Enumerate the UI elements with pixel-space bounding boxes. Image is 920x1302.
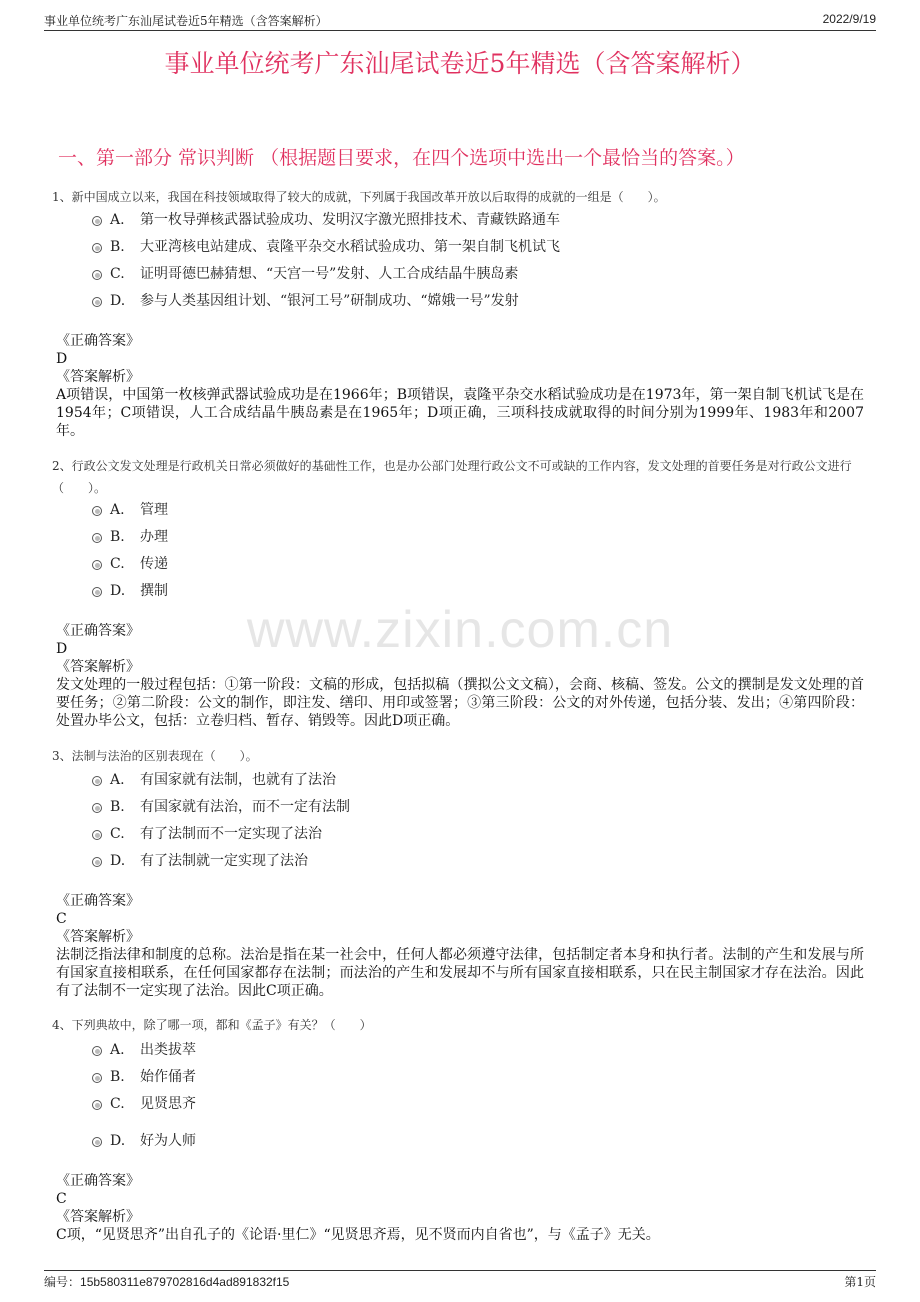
radio-icon[interactable] <box>92 506 102 516</box>
explain-text: 法制泛指法律和制度的总称。法治是指在某一社会中，任何人都必须遵守法律，包括制定者本身和执行者。法制的产生和发展与所有国家直接相联系，在任何国家都存在法制；而法治的产生和发展却不与所有国家直接相联系，只在民主制国家才存在法治。因此有了法制不一定实现了法治。因此C项正确。 <box>56 947 864 999</box>
radio-icon[interactable] <box>92 1100 102 1110</box>
radio-icon[interactable] <box>92 776 102 786</box>
option-3c[interactable]: C. 有了法制而不一定实现了法治 <box>92 823 322 843</box>
explain-label: 《答案解析》 <box>56 369 140 385</box>
answer-value: D <box>56 641 68 657</box>
page-number: 第1页 <box>844 1275 876 1289</box>
header-date: 2022/9/19 <box>822 12 876 26</box>
answer-block-1 <box>56 332 864 440</box>
answer-value: D <box>56 351 68 367</box>
radio-icon[interactable] <box>92 243 102 253</box>
option-2c[interactable]: C. 传递 <box>92 553 168 573</box>
radio-icon[interactable] <box>92 560 102 570</box>
explain-text: A项错误，中国第一枚核弹武器试验成功是在1966年；B项错误，袁隆平杂交水稻试验成功是在1973年，第一架自制飞机试飞是在1954年；C项错误，人工合成结晶牛胰岛素是在1965年；D项正确，三项科技成就取得的时间分别为1999年、1983年和2007年。 <box>56 387 864 439</box>
radio-icon[interactable] <box>92 857 102 867</box>
radio-icon[interactable] <box>92 830 102 840</box>
explain-text: 发文处理的一般过程包括：①第一阶段：文稿的形成，包括拟稿（撰拟公文文稿），会商、核稿、签发。公文的撰制是发文处理的首要任务；②第二阶段：公文的制作，即注发、缮印、用印或签署；③第三阶段：公文的对外传递，包括分装、发出；④第四阶段：处置办毕公文，包括：立卷归档、暂存、销毁等。因此D项正确。 <box>56 677 864 729</box>
answer-label: 《正确答案》 <box>56 893 140 909</box>
question-stem-1: 1、新中国成立以来，我国在科技领域取得了较大的成就，下列属于我国改革开放以后取得的成就的一组是（ ）。 <box>52 190 666 204</box>
radio-icon[interactable] <box>92 587 102 597</box>
option-4b[interactable]: B. 始作俑者 <box>92 1066 196 1086</box>
radio-icon[interactable] <box>92 270 102 280</box>
answer-label: 《正确答案》 <box>56 333 140 349</box>
option-2b[interactable]: B. 办理 <box>92 526 168 546</box>
document-id-label: 编号： <box>44 1275 81 1289</box>
question-stem-3: 3、法制与法治的区别表现在（ ）。 <box>52 749 258 763</box>
document-id <box>44 1273 289 1290</box>
footer-divider <box>44 1270 876 1271</box>
section-heading: 一、第一部分 常识判断 （根据题目要求，在四个选项中选出一个最恰当的答案。） <box>58 147 745 169</box>
explain-label: 《答案解析》 <box>56 1209 140 1225</box>
option-1c[interactable]: C. 证明哥德巴赫猜想、“天宫一号”发射、人工合成结晶牛胰岛素 <box>92 263 518 283</box>
option-3d[interactable]: D. 有了法制就一定实现了法治 <box>92 850 308 870</box>
option-1d[interactable]: D. 参与人类基因组计划、“银河工号”研制成功、“嫦娥一号”发射 <box>92 290 519 310</box>
option-1a[interactable]: A. 第一枚导弹核武器试验成功、发明汉字激光照排技术、青藏铁路通车 <box>92 209 560 229</box>
option-2d[interactable]: D. 撰制 <box>92 580 168 600</box>
radio-icon[interactable] <box>92 297 102 307</box>
running-header-title: 事业单位统考广东汕尾试卷近5年精选（含答案解析） <box>44 14 328 28</box>
explain-text: C项，“见贤思齐”出自孔子的《论语·里仁》“见贤思齐焉，见不贤而内自省也”，与《孟子》无关。 <box>56 1227 660 1243</box>
radio-icon[interactable] <box>92 533 102 543</box>
answer-block-2 <box>56 622 864 730</box>
question-stem-4: 4、下列典故中，除了哪一项，都和《孟子》有关？（ ） <box>52 1018 372 1032</box>
watermark: www.zixin.com.cn <box>246 601 674 659</box>
header-divider <box>44 30 876 31</box>
answer-label: 《正确答案》 <box>56 1173 140 1189</box>
document-id-value: 15b580311e879702816d4ad891832f15 <box>80 1275 290 1289</box>
answer-value: C <box>56 911 67 927</box>
radio-icon[interactable] <box>92 216 102 226</box>
radio-icon[interactable] <box>92 1073 102 1083</box>
explain-label: 《答案解析》 <box>56 659 140 675</box>
option-3b[interactable]: B. 有国家就有法治，而不一定有法制 <box>92 796 350 816</box>
radio-icon[interactable] <box>92 1137 102 1147</box>
answer-block-3 <box>56 892 864 1000</box>
explain-label: 《答案解析》 <box>56 929 140 945</box>
radio-icon[interactable] <box>92 803 102 813</box>
answer-value: C <box>56 1191 67 1207</box>
option-4c[interactable]: C. 见贤思齐 <box>92 1093 196 1113</box>
answer-label: 《正确答案》 <box>56 623 140 639</box>
radio-icon[interactable] <box>92 1046 102 1056</box>
question-stem-2: 2、行政公文发文处理是行政机关日常必须做好的基础性工作，也是办公部门处理行政公文不可或缺的工作内容，发文处理的首要任务是对行政公文进行（ ）。 <box>52 459 852 495</box>
option-3a[interactable]: A. 有国家就有法制，也就有了法治 <box>92 769 336 789</box>
option-2a[interactable]: A. 管理 <box>92 499 168 519</box>
answer-block-4 <box>56 1172 864 1244</box>
option-4d[interactable]: D. 好为人师 <box>92 1130 196 1150</box>
option-1b[interactable]: B. 大亚湾核电站建成、袁隆平杂交水稻试验成功、第一架自制飞机试飞 <box>92 236 560 256</box>
option-4a[interactable]: A. 出类拔萃 <box>92 1039 196 1059</box>
document-title: 事业单位统考广东汕尾试卷近5年精选（含答案解析） <box>164 49 756 78</box>
